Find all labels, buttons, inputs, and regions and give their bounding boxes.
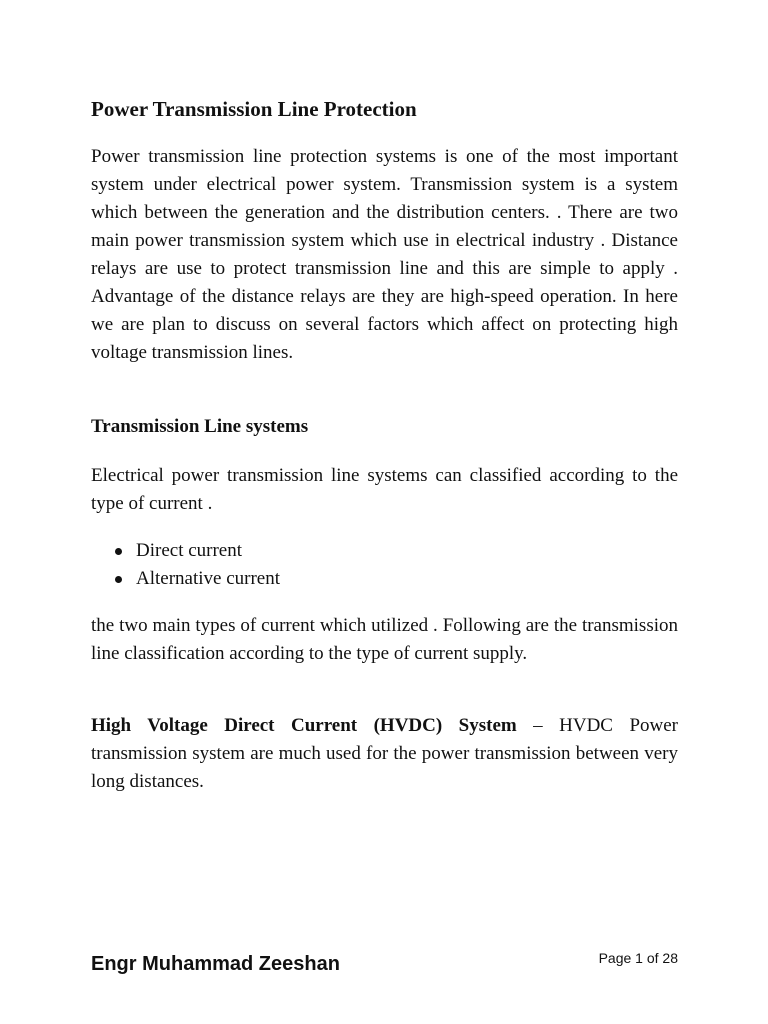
list-item-label: Direct current (136, 540, 243, 561)
intro-paragraph: Power transmission line protection systems is one of the most important system under electrical power system. Transmission system is a system which between the generation and the distribution centers. . There are two main power transmission system which use in electrical industry . Distance relays are use to protect transmission line and this are simple to apply . Advantage of the distance relays are they are high-speed operation. In here we are plan to discuss on several factors which affect on protecting high voltage transmission lines. (91, 146, 678, 363)
current-types-list (91, 537, 280, 593)
page-number: Page 1 of 28 (598, 950, 678, 966)
hvdc-term: High Voltage Direct Current (HVDC) System (91, 715, 517, 736)
hvdc-paragraph (91, 712, 678, 796)
classification-paragraph: Electrical power transmission line systems can classified according to the type of current . (91, 465, 678, 514)
bullet-icon (115, 548, 122, 555)
list-item (91, 565, 280, 593)
bullet-icon (115, 576, 122, 583)
list-item-label: Alternative current (136, 568, 281, 589)
section-heading: Transmission Line systems (91, 416, 309, 437)
types-paragraph: the two main types of current which utilized . Following are the transmission line classification according to the type of current supply. (91, 615, 678, 664)
hvdc-description: – HVDC Power transmission system are much used for the power transmission between very long distances. (91, 715, 678, 792)
list-item (91, 537, 280, 565)
page-title: Power Transmission Line Protection (91, 97, 417, 121)
document-page (91, 0, 678, 1024)
footer-author: Engr Muhammad Zeeshan (91, 953, 340, 975)
